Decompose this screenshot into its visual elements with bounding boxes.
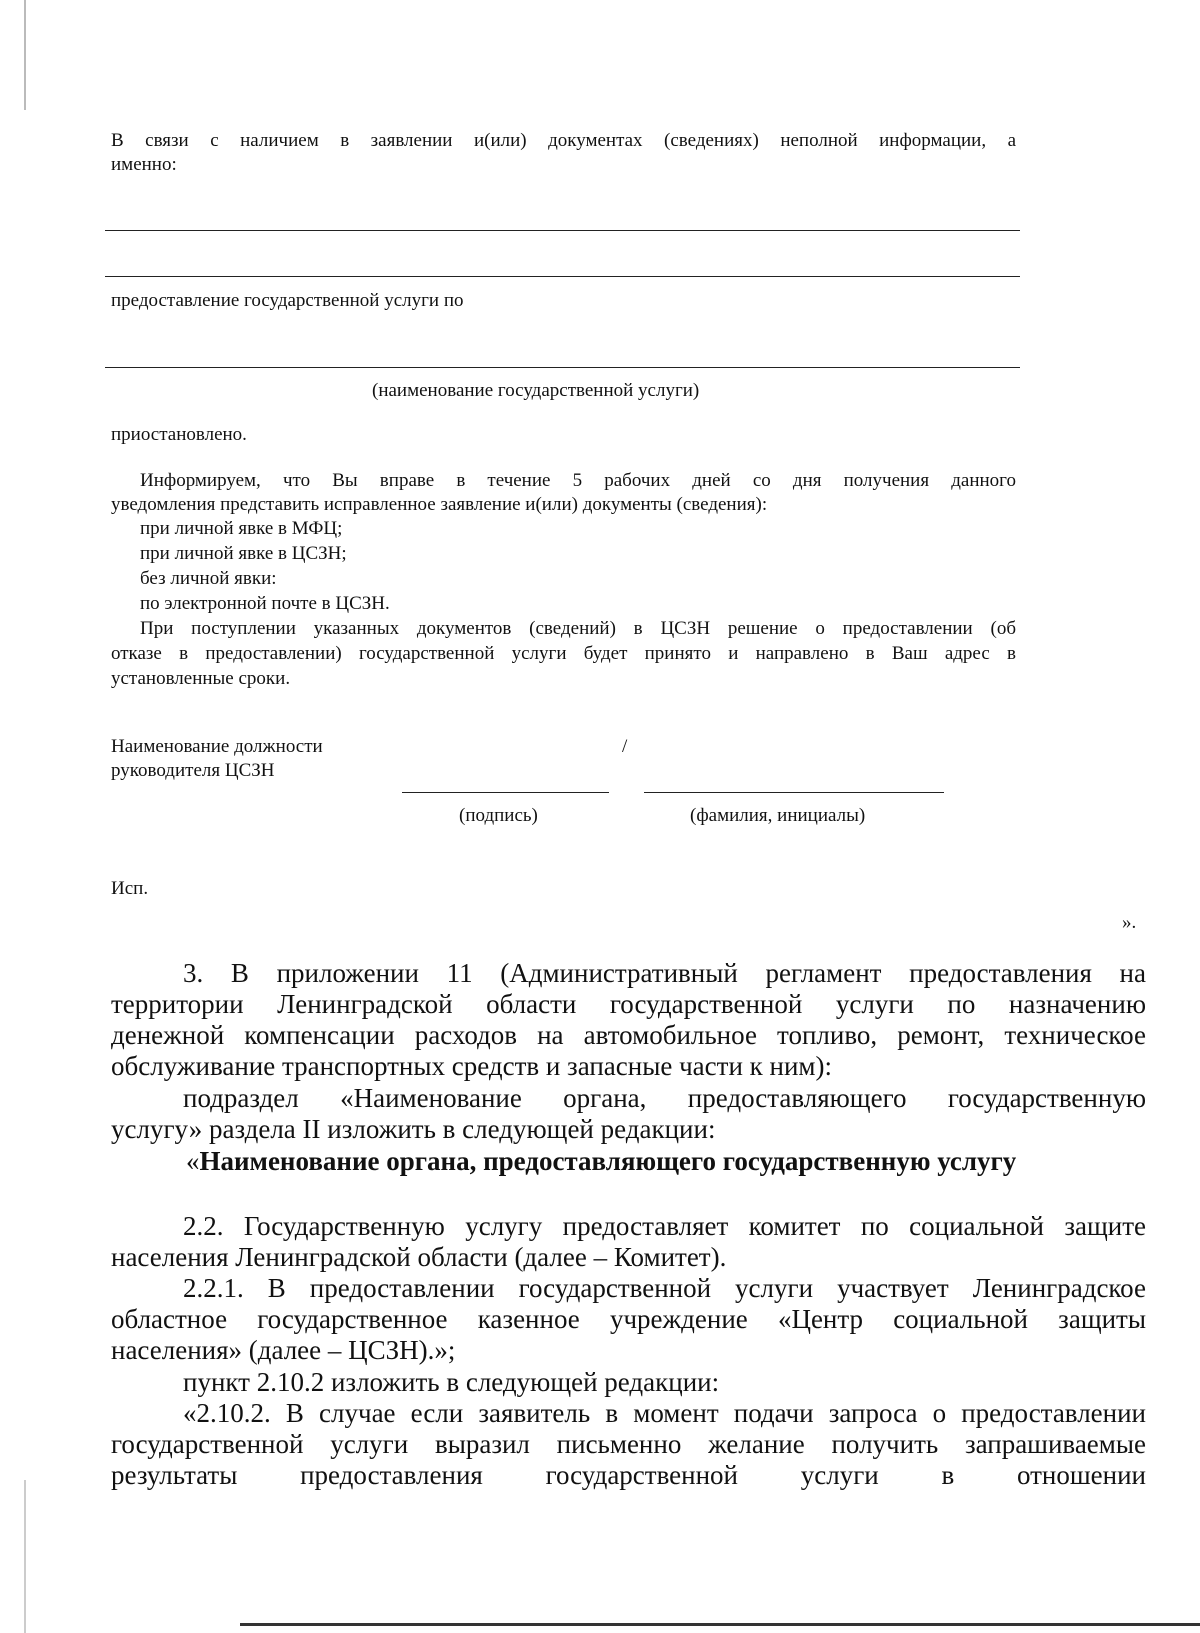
blank-line-2: [105, 276, 1020, 277]
p22-line-1: 2.2. Государственную услугу предоставляет комитет по социальной защите: [183, 1211, 1146, 1241]
option-item: без личной явки:: [140, 568, 277, 589]
intro-line-2: именно:: [111, 154, 177, 175]
option-item: при личной явке в МФЦ;: [140, 518, 343, 539]
position-line-2: руководителя ЦСЗН: [111, 760, 275, 781]
service-line: предоставление государственной услуги по: [111, 290, 464, 311]
option-item: при личной явке в ЦСЗН;: [140, 543, 347, 564]
p2102-line-3: результаты предоставления государственной услуги в отношении: [111, 1460, 1146, 1490]
service-caption: (наименование государственной услуги): [372, 380, 700, 401]
signature-line: [402, 792, 609, 793]
subsection-line-2: услугу» раздела II изложить в следующей редакции:: [111, 1114, 716, 1144]
p2102-line-2: государственной услуги выразил письменно желание получить запрашиваемые: [111, 1429, 1146, 1459]
receipt-line-3: установленные сроки.: [111, 668, 291, 689]
scan-edge-left: [24, 0, 26, 1633]
p2102-intro: пункт 2.10.2 изложить в следующей редакции:: [183, 1367, 720, 1397]
blank-line-1: [105, 230, 1020, 231]
item3-line: 3. В приложении 11 (Административный регламент предоставления на: [183, 958, 1146, 988]
section-heading: [186, 1146, 1016, 1177]
name-caption: (фамилия, инициалы): [690, 805, 866, 826]
signature-slash: /: [622, 736, 628, 757]
closing-quote: ».: [1122, 912, 1137, 933]
suspended-text: приостановлено.: [111, 424, 247, 445]
item3-line: обслуживание транспортных средств и запасные части к ним):: [111, 1051, 832, 1081]
subsection-line-1: подраздел «Наименование органа, предоставляющего государственную: [183, 1083, 1146, 1113]
inform-line-1: Информируем, что Вы вправе в течение 5 рабочих дней со дня получения данного: [140, 470, 1016, 491]
item3-line: территории Ленинградской области государственной услуги по назначению: [111, 989, 1146, 1019]
receipt-line-2: отказе в предоставлении) государственной услуги будет принято и направлено в Ваш адрес в: [111, 643, 1016, 664]
p221-line-3: населения» (далее – ЦСЗН).»;: [111, 1335, 456, 1365]
p2102-line-1: «2.10.2. В случае если заявитель в момент подачи запроса о предоставлении: [183, 1398, 1146, 1428]
option-item: по электронной почте в ЦСЗН.: [140, 593, 390, 614]
p221-line-2: областное государственное казенное учреждение «Центр социальной защиты: [111, 1304, 1146, 1334]
signature-caption: (подпись): [459, 805, 538, 826]
p22-line-2: населения Ленинградской области (далее – Комитет).: [111, 1242, 727, 1272]
scan-edge-bottom: [240, 1623, 1200, 1626]
position-line-1: Наименование должности: [111, 736, 323, 757]
item3-line: денежной компенсации расходов на автомобильное топливо, ремонт, техническое: [111, 1020, 1146, 1050]
name-line: [644, 792, 944, 793]
service-name-line: [105, 367, 1020, 368]
receipt-line-1: При поступлении указанных документов (сведений) в ЦСЗН решение о предоставлении (об: [140, 618, 1016, 639]
intro-line-1: В связи с наличием в заявлении и(или) документах (сведениях) неполной информации, а: [111, 130, 1016, 151]
executor-label: Исп.: [111, 878, 149, 899]
heading-open-quote: «: [186, 1146, 200, 1176]
p221-line-1: 2.2.1. В предоставлении государственной услуги участвует Ленинградское: [183, 1273, 1146, 1303]
heading-text: Наименование органа, предоставляющего государственную услугу: [199, 1146, 1017, 1176]
inform-line-2: уведомления представить исправленное заявление и(или) документы (сведения):: [111, 494, 768, 515]
